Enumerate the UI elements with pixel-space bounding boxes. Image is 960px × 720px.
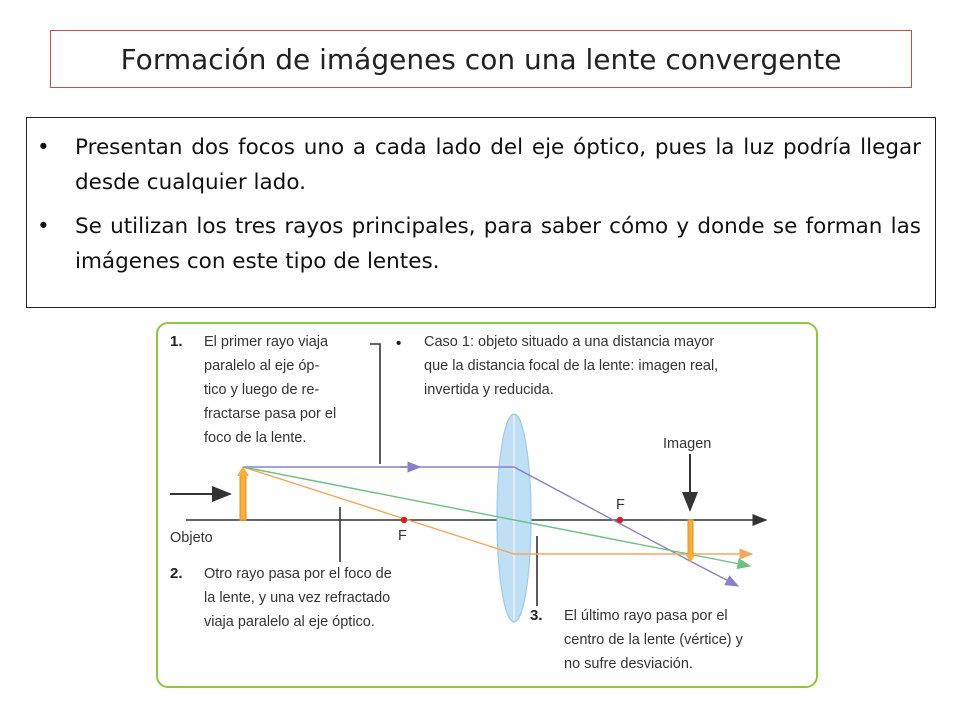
ray1-line: paralelo al eje óp- (204, 358, 320, 374)
ray1-line: El primer rayo viaja (204, 334, 329, 350)
title-box (50, 30, 912, 88)
ray1-line: tico y luego de re- (204, 382, 320, 398)
ray3-line: centro de la lente (vértice) y (564, 632, 743, 648)
bullet-item: • Se utilizan los tres rayos principales, para saber cómo y donde se forman las imágenes con este tipo de lentes. (75, 209, 921, 279)
ray1-leader (370, 344, 380, 464)
ray2-line: viaja paralelo al eje óptico. (204, 614, 375, 630)
page-title: Formación de imágenes con una lente convergente (120, 42, 842, 76)
bullet-item: • Presentan dos focos uno a cada lado del eje óptico, pues la luz podría llegar desde cualquier lado. (75, 130, 921, 200)
ray3-line-path (243, 467, 750, 566)
case-line: que la distancia focal de la lente: imagen real, (424, 358, 719, 374)
ray3-line: El último rayo pasa por el (564, 608, 728, 624)
focus-left-point (401, 517, 407, 523)
ray2-text (204, 566, 396, 630)
object-label: Objeto (170, 530, 213, 546)
focus-left-label: F (398, 528, 407, 544)
bullet-list (75, 130, 921, 279)
image-label: Imagen (663, 436, 712, 452)
ray1-line: foco de la lente. (204, 430, 307, 446)
image-arrow-head (685, 554, 696, 562)
ray2-line: la lente, y una vez refractado (204, 590, 391, 606)
case-line: Caso 1: objeto situado a una distancia mayor (424, 334, 715, 350)
bullet-box (26, 117, 936, 308)
ray1-exit (690, 561, 738, 586)
focus-right-point (617, 517, 623, 523)
case-text (424, 334, 722, 398)
ray3-line: no sufre desviación. (564, 656, 693, 672)
case-line: invertida y reducida. (424, 382, 554, 398)
ray3-number: 3. (530, 607, 543, 624)
case-bullet: • (396, 335, 402, 352)
lens-diagram (156, 322, 818, 688)
image-arrow (688, 520, 693, 556)
ray1-text (204, 334, 340, 446)
ray1-number: 1. (170, 333, 183, 350)
ray2-line: Otro rayo pasa por el foco de (204, 566, 392, 582)
lens-diagram-svg (158, 324, 816, 686)
ray3-text (564, 608, 747, 672)
focus-right-label: F (616, 497, 625, 513)
ray2-number: 2. (170, 565, 183, 582)
ray1-line: fractarse pasa por el (204, 406, 337, 422)
object-arrow (240, 474, 246, 520)
ray1-line-path (243, 467, 690, 561)
